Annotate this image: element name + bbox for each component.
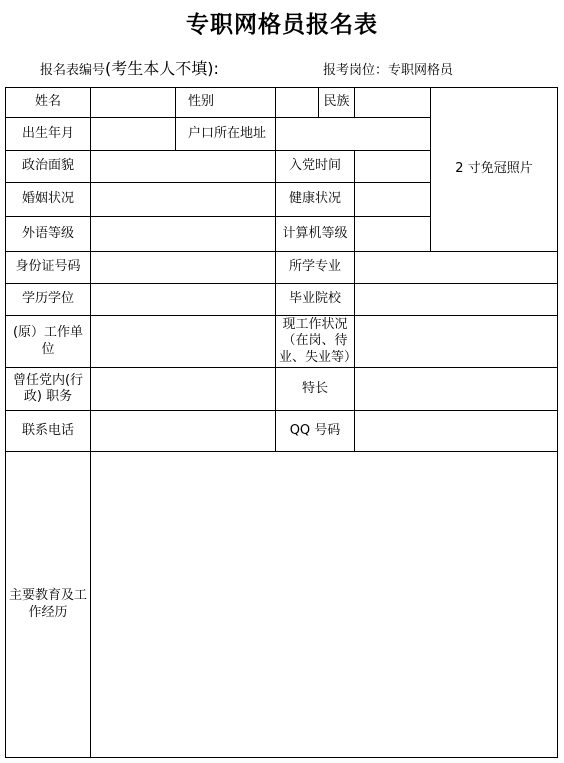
form-row — [6, 316, 558, 368]
label-ethnicity: 民族 — [319, 88, 355, 118]
label-phone: 联系电话 — [6, 411, 91, 452]
label-former-unit: (原）工作单位 — [6, 316, 91, 368]
input-language[interactable] — [91, 217, 276, 252]
input-major[interactable] — [355, 252, 558, 284]
input-id-number[interactable] — [91, 252, 276, 284]
input-hukou[interactable] — [276, 118, 431, 151]
input-specialty[interactable] — [355, 368, 558, 411]
position-label: 报考岗位： — [323, 63, 389, 78]
position-row — [323, 59, 453, 78]
label-school: 毕业院校 — [276, 284, 355, 316]
form-row — [6, 452, 558, 758]
input-computer[interactable] — [355, 217, 431, 252]
input-marital[interactable] — [91, 183, 276, 217]
label-qq: QQ 号码 — [276, 411, 355, 452]
input-phone[interactable] — [91, 411, 276, 452]
input-name[interactable] — [91, 88, 176, 118]
input-health[interactable] — [355, 183, 431, 217]
input-party-date[interactable] — [355, 151, 431, 183]
input-gender[interactable] — [276, 88, 319, 118]
label-computer: 计算机等级 — [276, 217, 355, 252]
input-education[interactable] — [91, 284, 276, 316]
label-work-status: 现工作状况（在岗、待业、失业等） — [276, 316, 355, 368]
label-name: 姓名 — [6, 88, 91, 118]
form-number-label: 报名表编号 — [40, 63, 106, 78]
input-birth[interactable] — [91, 118, 176, 151]
label-health: 健康状况 — [276, 183, 355, 217]
label-major: 所学专业 — [276, 252, 355, 284]
input-qq[interactable] — [355, 411, 558, 452]
input-ethnicity[interactable] — [355, 88, 431, 118]
position-value: 专职网格员 — [388, 63, 454, 78]
input-school[interactable] — [355, 284, 558, 316]
label-party-date: 入党时间 — [276, 151, 355, 183]
form-title: 专职网格员报名表 — [186, 12, 378, 38]
label-political: 政治面貌 — [6, 151, 91, 183]
form-number-note: (考生本人不填): — [105, 59, 219, 78]
form-row — [6, 252, 558, 284]
form-row — [6, 368, 558, 411]
label-specialty: 特长 — [276, 368, 355, 411]
label-hukou: 户口所在地址 — [176, 118, 276, 151]
label-id-number: 身份证号码 — [6, 252, 91, 284]
form-row — [6, 411, 558, 452]
label-history: 主要教育及工作经历 — [6, 452, 91, 758]
form-row — [6, 284, 558, 316]
label-birth: 出生年月 — [6, 118, 91, 151]
photo-placeholder[interactable]: 2 寸免冠照片 — [431, 88, 558, 252]
form-row — [6, 88, 558, 118]
input-work-status[interactable] — [355, 316, 558, 368]
label-gender: 性别 — [176, 88, 276, 118]
input-former-unit[interactable] — [91, 316, 276, 368]
application-form-table — [5, 87, 558, 758]
label-language: 外语等级 — [6, 217, 91, 252]
label-former-post: 曾任党内(行政) 职务 — [6, 368, 91, 411]
form-number-row — [40, 56, 219, 79]
label-marital: 婚姻状况 — [6, 183, 91, 217]
input-history[interactable] — [91, 452, 558, 758]
input-political[interactable] — [91, 151, 276, 183]
input-former-post[interactable] — [91, 368, 276, 411]
label-education: 学历学位 — [6, 284, 91, 316]
